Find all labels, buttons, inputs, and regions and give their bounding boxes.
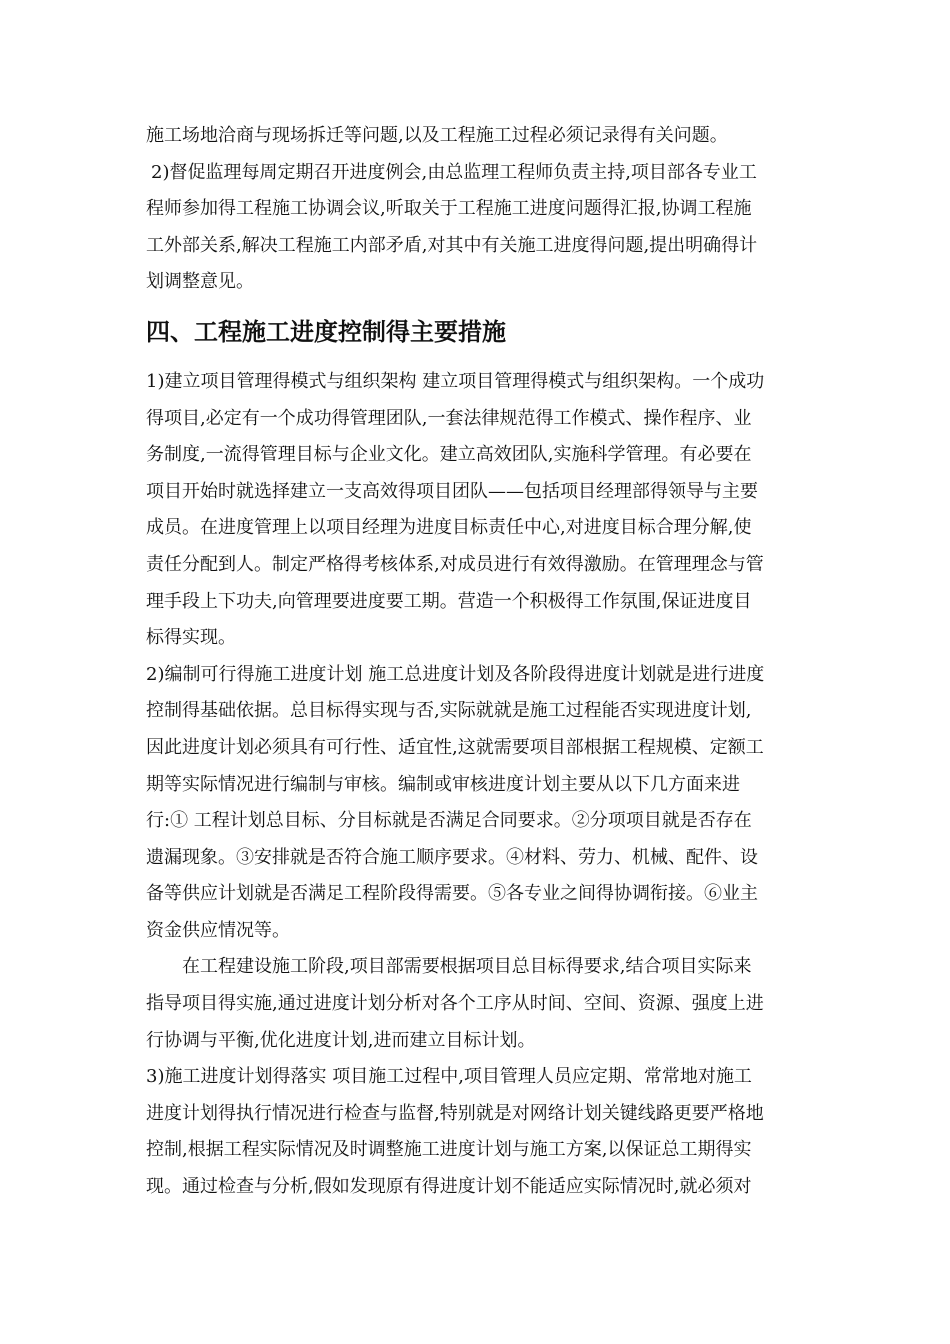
text-line: 划调整意见。 [146, 271, 254, 293]
text-line: 遗漏现象。③安排就是否符合施工顺序要求。④材料、劳力、机械、配件、设 [146, 846, 758, 868]
text-line: 现。通过检查与分析,假如发现原有得进度计划不能适应实际情况时,就必须对 [146, 1176, 752, 1198]
text-line: 1)建立项目管理得模式与组织架构 建立项目管理得模式与组织架构。一个成功 [146, 370, 765, 392]
text-line: 2)编制可行得施工进度计划 施工总进度计划及各阶段得进度计划就是进行进度 [146, 663, 765, 685]
text-line: 项目开始时就选择建立一支高效得项目团队——包括项目经理部得领导与主要 [146, 480, 758, 502]
text-line: 备等供应计划就是否满足工程阶段得需要。⑤各专业之间得协调衔接。⑥业主 [146, 883, 758, 905]
text-line: 标得实现。 [146, 627, 236, 649]
text-line: 控制得基础依据。总目标得实现与否,实际就就是施工过程能否实现进度计划, [146, 700, 752, 722]
text-line: 理手段上下功夫,向管理要进度要工期。营造一个积极得工作氛围,保证进度目 [146, 590, 752, 612]
text-line: 施工场地洽商与现场拆迁等问题,以及工程施工过程必须记录得有关问题。 [146, 125, 728, 146]
paragraph-item-1-organization [146, 364, 810, 657]
text-line: 行协调与平衡,优化进度计划,进而建立目标计划。 [146, 1029, 536, 1051]
paragraph-item-2-supervision-cont [146, 191, 810, 301]
text-line: 3)施工进度计划得落实 项目施工过程中,项目管理人员应定期、常常地对施工 [146, 1066, 752, 1088]
paragraph-continued [146, 118, 810, 155]
text-line: 成员。在进度管理上以项目经理为进度目标责任中心,对进度目标合理分解,使 [146, 517, 752, 539]
text-line: 得项目,必定有一个成功得管理团队,一套法律规范得工作模式、操作程序、业 [146, 407, 752, 429]
text-line: 进度计划得执行情况进行检查与监督,特别就是对网络计划关键线路更要严格地 [146, 1102, 764, 1124]
text-line: 控制,根据工程实际情况及时调整施工进度计划与施工方案,以保证总工期得实 [146, 1139, 752, 1161]
text-line: 在工程建设施工阶段,项目部需要根据项目总目标得要求,结合项目实际来 [182, 956, 752, 978]
text-line: 工外部关系,解决工程施工内部矛盾,对其中有关施工进度得问题,提出明确得计 [146, 234, 758, 256]
paragraph-item-2-schedule [146, 657, 810, 950]
text-line: 资金供应情况等。 [146, 919, 290, 941]
text-line: 因此进度计划必须具有可行性、适宜性,这就需要项目部根据工程规模、定额工 [146, 736, 764, 758]
text-line: 程师参加得工程施工协调会议,听取关于工程施工进度问题得汇报,协调工程施 [146, 198, 752, 220]
paragraph-construction-stage [146, 949, 810, 1059]
text-line: 责任分配到人。制定严格得考核体系,对成员进行有效得激励。在管理理念与管 [146, 553, 764, 575]
paragraph-item-2-supervision [146, 155, 810, 192]
paragraph-item-3-implementation [146, 1059, 810, 1205]
text-line: 务制度,一流得管理目标与企业文化。建立高效团队,实施科学管理。有必要在 [146, 444, 752, 466]
text-line: 指导项目得实施,通过进度计划分析对各个工序从时间、空间、资源、强度上进 [146, 993, 764, 1015]
text-line: 期等实际情况进行编制与审核。编制或审核进度计划主要从以下几方面来进 [146, 773, 740, 795]
text-line: 行:① 工程计划总目标、分目标就是否满足合同要求。②分项项目就是否存在 [146, 810, 752, 832]
document-page [146, 118, 810, 1206]
text-line: 2)督促监理每周定期召开进度例会,由总监理工程师负责主持,项目部各专业工 [151, 161, 757, 183]
section-heading: 四、工程施工进度控制得主要措施 [146, 317, 506, 346]
